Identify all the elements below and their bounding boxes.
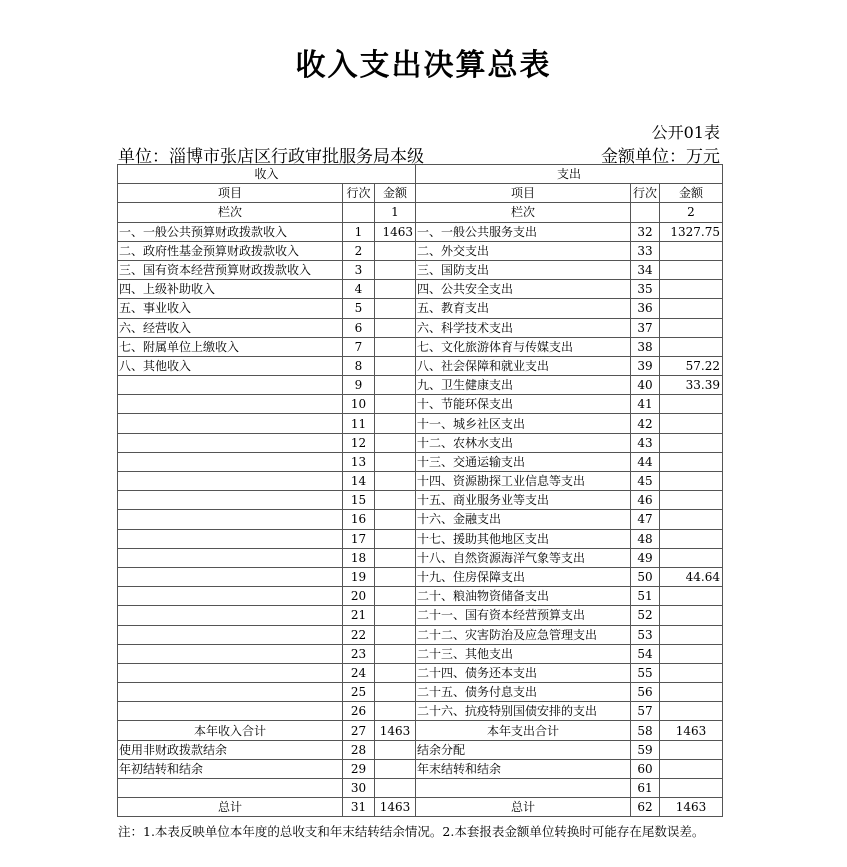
expense-rowno-cell: 33 [631, 241, 660, 260]
income-col-number: 1 [375, 203, 416, 222]
income-amount-cell [375, 606, 416, 625]
income-rowno-cell: 5 [343, 299, 375, 318]
table-row [118, 759, 723, 778]
income-amount-header: 金额 [375, 184, 416, 203]
income-rowno-cell: 24 [343, 663, 375, 682]
expense-lanci-label: 栏次 [416, 203, 631, 222]
income-amount-cell [375, 260, 416, 279]
expense-amount-cell [660, 625, 723, 644]
income-amount-cell [375, 510, 416, 529]
income-item-cell [118, 433, 343, 452]
expense-rowno-cell: 42 [631, 414, 660, 433]
unit-label: 单位：淄博市张店区行政审批服务局本级 [118, 147, 424, 167]
expense-rowno-cell: 43 [631, 433, 660, 452]
income-amount-cell [375, 548, 416, 567]
income-rowno-cell: 4 [343, 280, 375, 299]
income-item-cell [118, 491, 343, 510]
income-rowno-cell: 16 [343, 510, 375, 529]
income-rowno-cell: 8 [343, 356, 375, 375]
expense-item-cell: 六、科学技术支出 [416, 318, 631, 337]
income-amount-cell [375, 395, 416, 414]
expense-amount-cell [660, 663, 723, 682]
expense-rowno-cell: 56 [631, 683, 660, 702]
expense-col-number: 2 [660, 203, 723, 222]
income-amount-cell [375, 280, 416, 299]
income-rowno-cell: 14 [343, 472, 375, 491]
expense-item-cell: 一、一般公共服务支出 [416, 222, 631, 241]
expense-amount-cell [660, 779, 723, 798]
expense-item-cell: 四、公共安全支出 [416, 280, 631, 299]
income-amount-cell [375, 433, 416, 452]
income-lanci-label: 栏次 [118, 203, 343, 222]
expense-rowno-cell: 38 [631, 337, 660, 356]
expense-item-cell: 二十六、抗疫特别国债安排的支出 [416, 702, 631, 721]
table-row [118, 222, 723, 241]
expense-rowno-cell: 59 [631, 740, 660, 759]
expense-item-cell: 总计 [416, 798, 631, 817]
income-rowno-cell: 30 [343, 779, 375, 798]
income-amount-cell [375, 299, 416, 318]
expense-rowno-cell: 45 [631, 472, 660, 491]
expense-item-cell: 十九、住房保障支出 [416, 567, 631, 586]
expense-rowno-cell: 37 [631, 318, 660, 337]
expense-amount-cell: 1463 [660, 721, 723, 740]
income-item-cell [118, 587, 343, 606]
income-amount-cell [375, 663, 416, 682]
table-row [118, 414, 723, 433]
income-rowno-cell: 17 [343, 529, 375, 548]
header-section-row [118, 165, 723, 184]
table-row [118, 740, 723, 759]
expense-amount-cell [660, 529, 723, 548]
income-rowno-cell: 21 [343, 606, 375, 625]
income-amount-cell: 1463 [375, 721, 416, 740]
expense-item-cell: 十二、农林水支出 [416, 433, 631, 452]
expense-rowno-cell: 52 [631, 606, 660, 625]
table-row [118, 663, 723, 682]
income-rowno-cell: 28 [343, 740, 375, 759]
expense-lanci-blank [631, 203, 660, 222]
expense-rowno-cell: 61 [631, 779, 660, 798]
expense-rowno-cell: 34 [631, 260, 660, 279]
expense-item-cell: 二十二、灾害防治及应急管理支出 [416, 625, 631, 644]
expense-amount-cell: 1327.75 [660, 222, 723, 241]
income-amount-cell [375, 779, 416, 798]
income-item-cell [118, 606, 343, 625]
income-rowno-cell: 1 [343, 222, 375, 241]
table-row [118, 356, 723, 375]
expense-rowno-cell: 60 [631, 759, 660, 778]
expense-amount-header: 金额 [660, 184, 723, 203]
income-item-cell [118, 779, 343, 798]
income-item-cell: 年初结转和结余 [118, 759, 343, 778]
income-rowno-header: 行次 [343, 184, 375, 203]
income-item-cell [118, 567, 343, 586]
income-item-cell [118, 625, 343, 644]
expense-amount-cell [660, 241, 723, 260]
income-rowno-cell: 20 [343, 587, 375, 606]
expense-item-cell: 八、社会保障和就业支出 [416, 356, 631, 375]
income-item-cell: 三、国有资本经营预算财政拨款收入 [118, 260, 343, 279]
expense-amount-cell [660, 414, 723, 433]
expense-item-cell: 七、文化旅游体育与传媒支出 [416, 337, 631, 356]
expense-rowno-cell: 47 [631, 510, 660, 529]
expense-amount-cell [660, 644, 723, 663]
expense-rowno-cell: 57 [631, 702, 660, 721]
expense-item-cell: 十七、援助其他地区支出 [416, 529, 631, 548]
income-item-cell [118, 529, 343, 548]
expense-rowno-cell: 44 [631, 452, 660, 471]
expense-rowno-cell: 54 [631, 644, 660, 663]
expense-amount-cell: 33.39 [660, 376, 723, 395]
income-item-cell: 八、其他收入 [118, 356, 343, 375]
expense-item-cell: 九、卫生健康支出 [416, 376, 631, 395]
income-amount-cell: 1463 [375, 798, 416, 817]
expense-amount-cell [660, 395, 723, 414]
expense-rowno-cell: 32 [631, 222, 660, 241]
expense-rowno-cell: 36 [631, 299, 660, 318]
income-item-cell [118, 414, 343, 433]
header-lanci-row [118, 203, 723, 222]
expense-item-cell: 二十一、国有资本经营预算支出 [416, 606, 631, 625]
expense-item-cell: 三、国防支出 [416, 260, 631, 279]
expense-item-cell: 十一、城乡社区支出 [416, 414, 631, 433]
income-amount-cell [375, 414, 416, 433]
table-row [118, 472, 723, 491]
expense-amount-cell [660, 606, 723, 625]
expense-rowno-cell: 50 [631, 567, 660, 586]
income-item-header: 项目 [118, 184, 343, 203]
expense-amount-cell: 1463 [660, 798, 723, 817]
expense-amount-cell [660, 702, 723, 721]
expense-rowno-cell: 58 [631, 721, 660, 740]
expense-rowno-cell: 49 [631, 548, 660, 567]
expense-amount-cell: 44.64 [660, 567, 723, 586]
income-rowno-cell: 22 [343, 625, 375, 644]
expense-amount-cell [660, 318, 723, 337]
table-row [118, 395, 723, 414]
expense-item-cell: 十、节能环保支出 [416, 395, 631, 414]
table-row [118, 280, 723, 299]
income-header: 收入 [118, 165, 416, 184]
table-row [118, 241, 723, 260]
income-rowno-cell: 29 [343, 759, 375, 778]
income-rowno-cell: 26 [343, 702, 375, 721]
table-row [118, 625, 723, 644]
income-expense-table [117, 164, 723, 817]
income-item-cell [118, 472, 343, 491]
income-amount-cell [375, 702, 416, 721]
table-row [118, 587, 723, 606]
expense-amount-cell [660, 740, 723, 759]
table-row [118, 299, 723, 318]
income-rowno-cell: 27 [343, 721, 375, 740]
income-item-cell: 四、上级补助收入 [118, 280, 343, 299]
money-unit-label: 金额单位：万元 [601, 147, 720, 167]
expense-item-cell: 十三、交通运输支出 [416, 452, 631, 471]
income-item-cell: 七、附属单位上缴收入 [118, 337, 343, 356]
income-item-cell [118, 452, 343, 471]
expense-amount-cell [660, 472, 723, 491]
income-amount-cell [375, 337, 416, 356]
expense-amount-cell [660, 548, 723, 567]
expense-rowno-cell: 55 [631, 663, 660, 682]
expense-amount-cell [660, 510, 723, 529]
income-amount-cell [375, 625, 416, 644]
expense-rowno-cell: 35 [631, 280, 660, 299]
expense-header: 支出 [416, 165, 723, 184]
income-item-cell: 总计 [118, 798, 343, 817]
income-amount-cell [375, 587, 416, 606]
table-row [118, 567, 723, 586]
expense-amount-cell [660, 587, 723, 606]
income-amount-cell [375, 376, 416, 395]
income-item-cell [118, 663, 343, 682]
table-row [118, 606, 723, 625]
expense-amount-cell [660, 337, 723, 356]
income-amount-cell [375, 644, 416, 663]
table-body [118, 222, 723, 817]
expense-item-cell: 二十五、债务付息支出 [416, 683, 631, 702]
income-amount-cell [375, 472, 416, 491]
table-row [118, 548, 723, 567]
table-row [118, 798, 723, 817]
expense-rowno-cell: 48 [631, 529, 660, 548]
table-row [118, 644, 723, 663]
expense-item-cell: 十八、自然资源海洋气象等支出 [416, 548, 631, 567]
expense-item-cell: 二十、粮油物资储备支出 [416, 587, 631, 606]
expense-rowno-cell: 62 [631, 798, 660, 817]
expense-item-cell: 十四、资源勘探工业信息等支出 [416, 472, 631, 491]
income-item-cell [118, 376, 343, 395]
income-amount-cell [375, 356, 416, 375]
expense-item-cell: 本年支出合计 [416, 721, 631, 740]
expense-amount-cell: 57.22 [660, 356, 723, 375]
expense-item-cell [416, 779, 631, 798]
income-rowno-cell: 2 [343, 241, 375, 260]
income-item-cell: 五、事业收入 [118, 299, 343, 318]
income-amount-cell [375, 529, 416, 548]
expense-amount-cell [660, 299, 723, 318]
expense-amount-cell [660, 491, 723, 510]
income-item-cell [118, 644, 343, 663]
income-amount-cell [375, 759, 416, 778]
expense-item-header: 项目 [416, 184, 631, 203]
table-row [118, 260, 723, 279]
expense-item-cell: 年末结转和结余 [416, 759, 631, 778]
table-row [118, 318, 723, 337]
income-rowno-cell: 25 [343, 683, 375, 702]
table-row [118, 779, 723, 798]
income-amount-cell [375, 740, 416, 759]
income-rowno-cell: 11 [343, 414, 375, 433]
income-item-cell: 本年收入合计 [118, 721, 343, 740]
expense-item-cell: 结余分配 [416, 740, 631, 759]
income-item-cell: 二、政府性基金预算财政拨款收入 [118, 241, 343, 260]
income-rowno-cell: 18 [343, 548, 375, 567]
expense-rowno-cell: 51 [631, 587, 660, 606]
expense-amount-cell [660, 683, 723, 702]
income-rowno-cell: 23 [343, 644, 375, 663]
table-row [118, 433, 723, 452]
table-row [118, 529, 723, 548]
income-rowno-cell: 9 [343, 376, 375, 395]
table-row [118, 452, 723, 471]
income-rowno-cell: 19 [343, 567, 375, 586]
footnote: 注：1.本表反映单位本年度的总收支和年末结转结余情况。2.本套报表金额单位转换时可能存在尾数误差。 [118, 824, 705, 839]
income-item-cell [118, 395, 343, 414]
expense-amount-cell [660, 433, 723, 452]
expense-rowno-cell: 41 [631, 395, 660, 414]
expense-item-cell: 十六、金融支出 [416, 510, 631, 529]
income-rowno-cell: 6 [343, 318, 375, 337]
table-row [118, 721, 723, 740]
income-item-cell: 一、一般公共预算财政拨款收入 [118, 222, 343, 241]
table-row [118, 337, 723, 356]
income-item-cell [118, 683, 343, 702]
income-rowno-cell: 13 [343, 452, 375, 471]
income-amount-cell [375, 683, 416, 702]
expense-amount-cell [660, 759, 723, 778]
income-item-cell: 使用非财政拨款结余 [118, 740, 343, 759]
expense-rowno-cell: 53 [631, 625, 660, 644]
income-amount-cell [375, 241, 416, 260]
table-row [118, 376, 723, 395]
income-item-cell [118, 510, 343, 529]
expense-item-cell: 二十四、债务还本支出 [416, 663, 631, 682]
income-item-cell [118, 548, 343, 567]
expense-item-cell: 二十三、其他支出 [416, 644, 631, 663]
income-amount-cell: 1463 [375, 222, 416, 241]
expense-rowno-cell: 39 [631, 356, 660, 375]
expense-rowno-cell: 40 [631, 376, 660, 395]
table-row [118, 702, 723, 721]
expense-rowno-header: 行次 [631, 184, 660, 203]
income-lanci-blank [343, 203, 375, 222]
income-rowno-cell: 3 [343, 260, 375, 279]
income-item-cell: 六、经营收入 [118, 318, 343, 337]
income-amount-cell [375, 567, 416, 586]
table-row [118, 683, 723, 702]
income-rowno-cell: 12 [343, 433, 375, 452]
form-number: 公开01表 [651, 123, 720, 142]
expense-rowno-cell: 46 [631, 491, 660, 510]
income-rowno-cell: 10 [343, 395, 375, 414]
income-rowno-cell: 31 [343, 798, 375, 817]
expense-item-cell: 十五、商业服务业等支出 [416, 491, 631, 510]
expense-item-cell: 二、外交支出 [416, 241, 631, 260]
page-title: 收入支出决算总表 [295, 48, 552, 83]
income-amount-cell [375, 318, 416, 337]
expense-amount-cell [660, 452, 723, 471]
table-row [118, 491, 723, 510]
income-rowno-cell: 7 [343, 337, 375, 356]
expense-item-cell: 五、教育支出 [416, 299, 631, 318]
income-item-cell [118, 702, 343, 721]
income-amount-cell [375, 452, 416, 471]
expense-amount-cell [660, 260, 723, 279]
header-column-row [118, 184, 723, 203]
income-rowno-cell: 15 [343, 491, 375, 510]
expense-amount-cell [660, 280, 723, 299]
table-row [118, 510, 723, 529]
income-amount-cell [375, 491, 416, 510]
